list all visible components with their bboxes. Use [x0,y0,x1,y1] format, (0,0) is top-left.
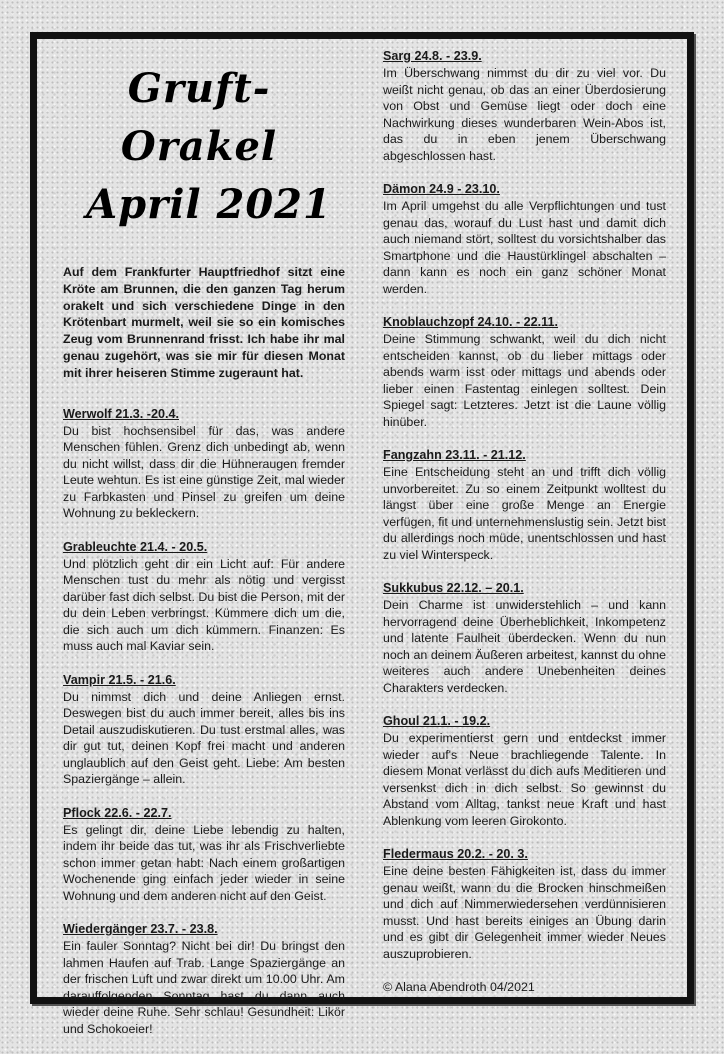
horoscope-entry [383,447,666,563]
horoscope-entry [383,846,666,962]
left-column [63,60,345,1054]
entry-heading: Grableuchte 21.4. - 20.5. [63,539,208,554]
horoscope-entry [383,580,666,696]
entry-text: Dein Charme ist unwiderstehlich – und kann hervorragend deine Überheblichkeit, Inkompetenz und latente Faulheit überdecken. Wenn du nun noch an deinem Äußeren arbeitest, kannst du ohne weiteres auch andere Unebenheiten deines Charakters verdecken. [383,598,666,695]
entry-text: Du nimmst dich und deine Anliegen ernst. Deswegen bist du auch immer bereit, alles bis ins Detail auszudiskutieren. Du tust erstmal alles, was dir gut tut, deinen Kopf frei macht und anderen unglaublich auf den Geist geht. Liebe: Am besten Spaziergänge – allein. [63,689,345,787]
entry-heading: Sukkubus 22.12. – 20.1. [383,581,524,595]
entry-text: Deine Stimmung schwankt, weil du dich nicht entscheiden kannst, ob du lieber mittags oder abends warm isst oder mittags und abends oder lieber einen Fastentag einlegen solltest. Dein Spiegel sagt: Letzteres. Jetzt ist die Laune völlig hinüber. [383,332,666,429]
horoscope-entry [63,406,345,522]
horoscope-entry [383,713,666,829]
entry-heading: Sarg 24.8. - 23.9. [383,49,482,63]
entry-text: Ein fauler Sonntag? Nicht bei dir! Du bringst den lahmen Haufen auf Trab. Lange Spaziergänge an der frischen Luft und zwar direkt um 10.00 Uhr. Am darauffolgenden Sonntag hast du dann auch wieder deine Ruhe. Sehr schlau! Gesundheit: Likör und Schokoeier! [63,939,345,1036]
entry-text: Im Überschwang nimmst du dir zu viel vor. Du weißt nicht genau, ob das an einer Überdosierung von Obst und Gemüse liegt oder doch eine Nachwirkung dieses wunderbaren Wein-Abos ist, das du in eben jenem Überschwang abgeschlossen hast. [383,66,666,163]
entry-heading: Werwolf 21.3. -20.4. [63,406,179,421]
horoscope-entry [63,672,345,788]
entry-text: Im April umgehst du alle Verpflichtungen und tust genau das, worauf du Lust hast und damit dich auch niemand stört, solltest du vorsichtshalber das Smartphone und die Haustürklingel abschalten – dann kann es noch ein ganz schöner Monat werden. [383,199,666,296]
horoscope-entry [63,805,345,905]
horoscope-entry [63,539,345,655]
entry-heading: Fledermaus 20.2. - 20. 3. [383,847,528,861]
title-line-2: April 2021 [86,181,332,228]
entry-heading: Ghoul 21.1. - 19.2. [383,714,491,728]
entry-heading: Dämon 24.9 - 23.10. [383,182,500,196]
entry-text: Eine deine besten Fähigkeiten ist, dass du immer genau weißt, wann du die Brocken hinschmeißen und dich auf Nimmerwiedersehen verdünnisieren musst. Und hast bereits einiges an Übung darin und es gibt dir Gelegenheit immer wieder Neues auszuprobieren. [383,864,666,961]
entry-heading: Knoblauchzopf 24.10. - 22.11. [383,315,558,329]
entry-text: Und plötzlich geht dir ein Licht auf: Für andere Menschen tust du mehr als nötig und vergisst darüber fast dich selbst. Du bist die Person, mit der du dein Leben verbringst. Kümmere dich um die, die sich auch um dich kümmern. Finanzen: Es muss auch mal Kaviar sein. [63,556,345,654]
horoscope-entry [383,48,666,164]
right-column [383,48,666,996]
entry-heading: Wiedergänger 23.7. - 23.8. [63,922,218,937]
entry-heading: Vampir 21.5. - 21.6. [63,672,176,687]
horoscope-entry [63,921,345,1037]
entry-heading: Fangzahn 23.11. - 21.12. [383,448,526,462]
entry-text: Eine Entscheidung steht an und trifft dich völlig unvorbereitet. Zu so einem Zeitpunkt wolltest du längst über eine große Menge an Energie verfügen, fit und unternehmenslustig sein. Jetzt bist du allerdings noch müde, unentschlossen und hast zu viel Winterspeck. [383,465,666,562]
horoscope-entry [383,314,666,430]
entry-text: Du experimentierst gern und entdeckst immer wieder auf's Neue brachliegende Talente. In diesem Monat verlässt du dich aufs Meditieren und versenkst dich in dich selbst. So gewinnst du Abstand vom Alltag, tankst neue Kraft und hast Ablenkung vom leeren Girokonto. [383,731,666,828]
horoscope-entry [383,181,666,297]
entry-heading: Pflock 22.6. - 22.7. [63,805,172,820]
intro-text: Auf dem Frankfurter Hauptfriedhof sitzt eine Kröte am Brunnen, die den ganzen Tag herum orakelt und sich verschiedene Dinge in den Krötenbart murmelt, weil sie so ein komisches Zeug vom Brunnenrand frisst. Ich habe ihr mal genau zugehört, was sie mir für diesen Monat mit ihrer heiseren Stimme zugeraunt hat. [63,265,345,380]
entry-text: Du bist hochsensibel für das, was andere Menschen fühlen. Grenz dich unbedingt ab, wenn du nicht willst, dass dir die Hühneraugen fremder Leute wehtun. Es ist eine günstige Zeit, mal wieder zu Farbkasten und Pinsel zu greifen um deine Wohnung zu bekleckern. [63,423,345,521]
entry-text: Es gelingt dir, deine Liebe lebendig zu halten, indem ihr beide das tut, was ihr als Frischverliebte schon immer getan habt: Nach einem großartigen Wochenende ging einfach jeder wieder in seine Wohnung und dem anderen nicht auf den Geist. [63,822,345,903]
title-line-1: Gruft-Orakel [120,65,278,170]
copyright-credit: © Alana Abendroth 04/2021 [383,980,535,994]
